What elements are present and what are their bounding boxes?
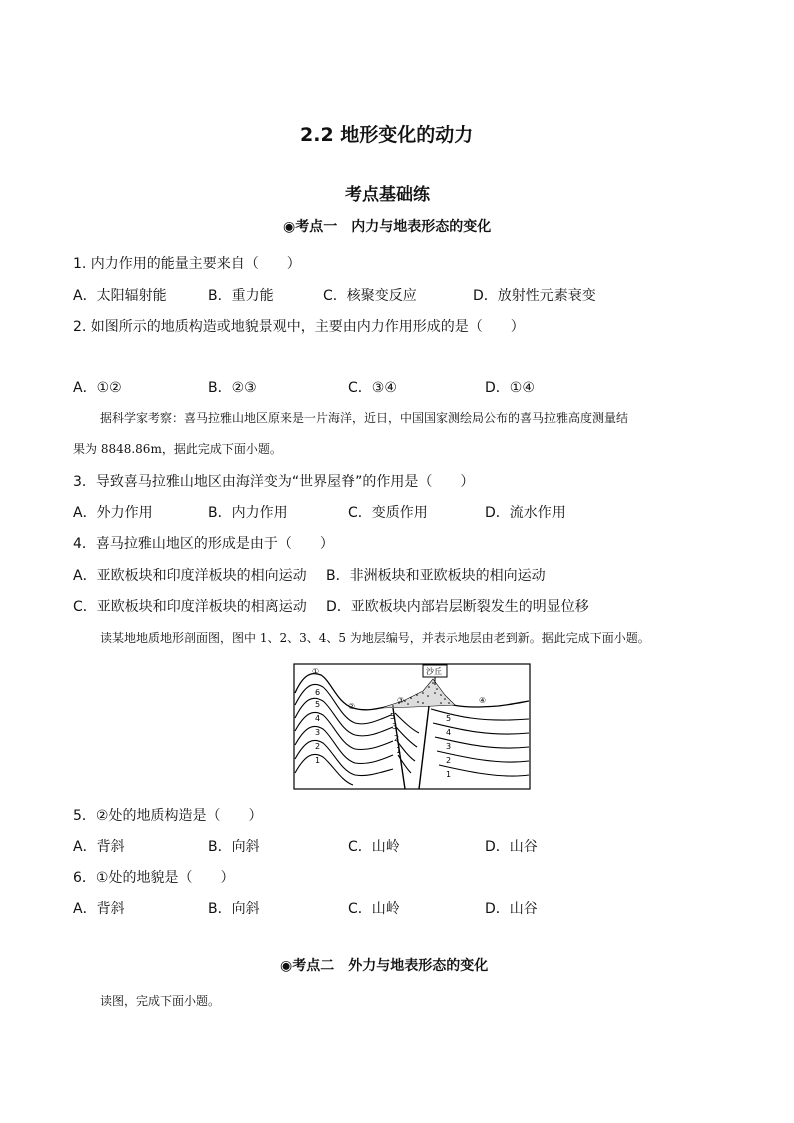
q1-option-d: D．放射性元素衰变	[473, 288, 596, 304]
layer-1-mid: 1	[396, 746, 402, 755]
q4-option-b: B．非洲板块和亚欧板块的相向运动	[326, 568, 546, 584]
q6-stem: 6．①处的地貌是（ ）	[73, 870, 235, 886]
q4-stem: 4．喜马拉雅山地区的形成是由于（ ）	[73, 536, 334, 552]
q6-option-a: A．背斜	[73, 901, 125, 917]
q2-option-c: C．③④	[348, 380, 397, 396]
q3-option-a: A．外力作用	[73, 505, 153, 521]
q5-option-d: D．山谷	[485, 839, 538, 855]
marker-1: ①	[312, 667, 320, 676]
kaodian-2-heading: ◉考点二 外力与地表形态的变化	[280, 958, 489, 974]
q3-stem: 3．导致喜马拉雅山地区由海洋变为“世界屋脊”的作用是（ ）	[73, 474, 475, 490]
q1-stem: 1. 内力作用的能量主要来自（ ）	[73, 256, 301, 272]
marker-4: ④	[479, 696, 487, 705]
q4-option-d: D．亚欧板块内部岩层断裂发生的明显位移	[326, 599, 589, 615]
q6-option-d: D．山谷	[485, 901, 538, 917]
page-title: 2.2 地形变化的动力	[300, 124, 474, 146]
q4-option-a: A．亚欧板块和印度洋板块的相向运动	[73, 568, 307, 584]
passage-1-line-1: 据科学家考察：喜马拉雅山地区原来是一片海洋，近日，中国国家测绘局公布的喜马拉雅高度测量结	[100, 411, 629, 425]
layer-4-right: 4	[446, 728, 452, 737]
layer-2-right: 2	[446, 756, 452, 765]
layer-3-right: 3	[446, 742, 452, 751]
q6-option-b: B．向斜	[208, 901, 260, 917]
layer-1-left: 1	[315, 756, 321, 765]
layer-5-mid: 5	[390, 712, 396, 721]
q6-option-c: C．山岭	[348, 901, 400, 917]
passage-1-line-2: 果为 8848.86m，据此完成下面小题。	[73, 442, 282, 456]
q3-option-d: D．流水作用	[485, 505, 566, 521]
layer-3-left: 3	[315, 728, 321, 737]
kaodian-1-heading: ◉考点一 内力与地表形态的变化	[283, 219, 492, 235]
q4-option-c: C．亚欧板块和印度洋板块的相离运动	[73, 599, 307, 615]
q3-option-b: B．内力作用	[208, 505, 288, 521]
q1-option-c: C．核聚变反应	[323, 288, 417, 304]
marker-3: ③	[397, 696, 405, 705]
section-title: 考点基础练	[345, 185, 430, 205]
passage-2: 读某地地质地形剖面图，图中 1、2、3、4、5 为地层编号，并表示地层由老到新。据此完成下面小题。	[100, 631, 650, 645]
q2-option-b: B．②③	[208, 380, 257, 396]
q5-option-c: C．山岭	[348, 839, 400, 855]
layer-2-mid: 2	[394, 734, 400, 743]
q2-option-d: D．①④	[485, 380, 535, 396]
q5-option-b: B．向斜	[208, 839, 260, 855]
q2-stem: 2. 如图所示的地质构造或地貌景观中，主要由内力作用形成的是（ ）	[73, 319, 525, 335]
q1-option-b: B．重力能	[208, 288, 274, 304]
sand-dune-label: 沙丘	[426, 667, 442, 676]
q5-option-a: A．背斜	[73, 839, 125, 855]
marker-2: ②	[348, 702, 356, 711]
layer-1-right: 1	[446, 770, 452, 779]
q3-option-c: C．变质作用	[348, 505, 428, 521]
q1-option-a: A．太阳辐射能	[73, 288, 167, 304]
geologic-profile-diagram	[293, 663, 531, 790]
q2-option-a: A．①②	[73, 380, 122, 396]
layer-5-right: 5	[446, 714, 452, 723]
layer-2-left: 2	[315, 742, 321, 751]
layer-3-mid: 3	[392, 722, 398, 731]
layer-5-left: 5	[315, 700, 321, 709]
layer-4-left: 4	[315, 714, 321, 723]
layer-6-left: 6	[315, 688, 321, 697]
q5-stem: 5．②处的地质构造是（ ）	[73, 808, 263, 824]
passage-3: 读图，完成下面小题。	[100, 994, 221, 1008]
